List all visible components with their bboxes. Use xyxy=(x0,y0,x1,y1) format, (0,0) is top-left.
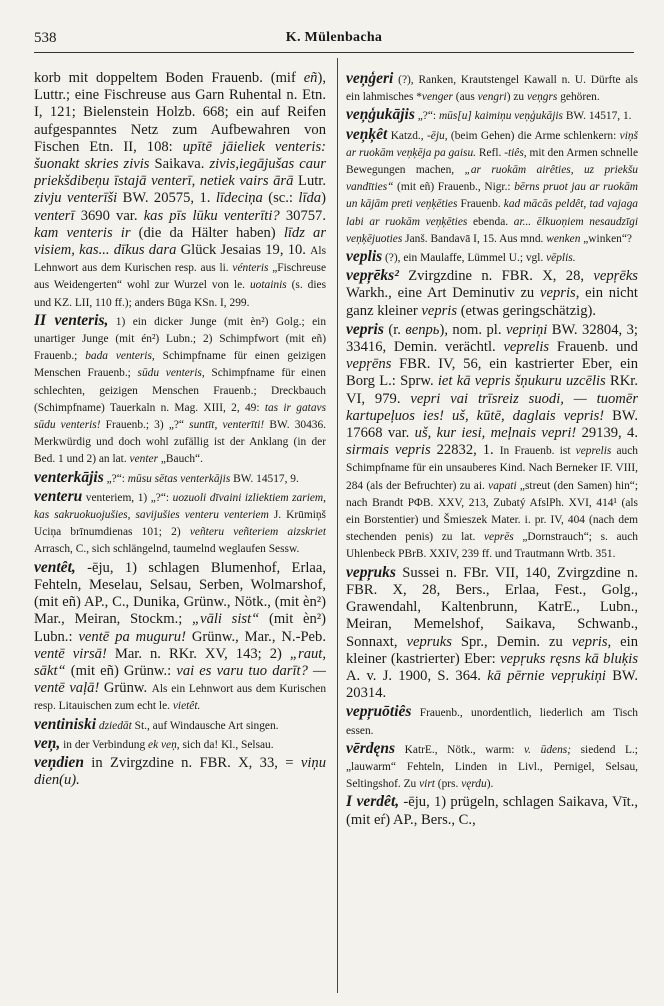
entry-text: Glück Jesaias 19, 10. xyxy=(176,242,311,259)
entry-text: suntīt, venterīti! xyxy=(189,419,265,432)
entry-text: bērns pruot jau ar ruokām un kājām preti veņķēties xyxy=(346,181,638,211)
entry-text: (mit èn²) Lubn.: xyxy=(34,611,326,645)
entry-text: Mar. n. RKr. XV, 143; 2) xyxy=(106,645,290,662)
dictionary-entry xyxy=(346,126,638,247)
dictionary-entry xyxy=(346,564,638,703)
entry-text: venteriem, 1) „?“: xyxy=(82,491,173,504)
entry-text: Janš. Bandavā I, 15. Aus mnd. xyxy=(402,232,547,245)
entry-headword: ventiniski xyxy=(34,715,97,733)
entry-text: vénteris xyxy=(232,262,269,275)
entry-text: mūs[u] kaimiņu veņģukājis xyxy=(438,110,563,123)
entry-text: 3690 var. xyxy=(74,207,144,224)
entry-text: Frauenb.; 3) „?“ xyxy=(100,419,190,432)
entry-text: „Fischreuse aus Weidengerten“ wohl zur Wurzel von le. xyxy=(34,262,326,292)
entry-text: (?), ein Maulaffe, Lümmel U.; vgl. xyxy=(382,252,547,265)
dictionary-entry xyxy=(346,703,638,738)
entry-text: 22832, 1. xyxy=(430,442,500,459)
entry-text: ) zu xyxy=(506,91,527,104)
entry-text: Frauenb. und xyxy=(549,339,638,356)
entry-headword: vepŗēks² xyxy=(346,267,399,285)
entry-text: „?“: xyxy=(414,110,439,123)
entry-text: vengri xyxy=(477,91,507,104)
entry-text: in Zvirgzdine n. FBR. X, 33, = xyxy=(83,754,301,771)
entry-text: ventē virsā! xyxy=(34,645,107,662)
entry-text: sich da! Kl., Selsau. xyxy=(179,738,274,751)
entry-text: ein nicht ganz kleiner xyxy=(346,285,638,319)
entry-text: v. ūdens; xyxy=(523,743,571,756)
entry-headword: veņģukājis xyxy=(346,106,415,124)
entry-text: eñ xyxy=(303,70,318,86)
entry-text: „Dornstrauch“; s. auch Uhlenbeck PBrB. XXIV, 239 ff. und Trautmann Wrtb. 351. xyxy=(346,531,638,561)
entry-text: RKr. VI, 979. xyxy=(346,373,638,407)
entry-text: vepris, xyxy=(540,285,580,302)
entry-headword: veņdien xyxy=(34,753,84,771)
entry-text: viņu dien(u). xyxy=(34,754,326,789)
entry-text: BW. 17668 var. xyxy=(346,407,638,442)
entry-text: „winken“? xyxy=(580,232,632,245)
entry-text: līdeciņa xyxy=(215,190,263,207)
entry-text: līda xyxy=(298,190,322,207)
entry-text: J. Krūmiņš Uciņa brīnumdienas 101; 2) xyxy=(34,509,326,539)
entry-text: viņš ar ruokām veņķēja pa gaisu. xyxy=(346,129,638,159)
entry-text: Als ein Lehnwort aus dem Kurischen resp. Litauischen zum echt le. xyxy=(34,683,326,713)
entry-text: tas ir gatavs sūdu venteris! xyxy=(34,401,326,432)
entry-text: BW. 20575, 1. xyxy=(117,190,216,207)
entry-text: vietêt. xyxy=(172,700,201,713)
right-column xyxy=(346,70,638,990)
entry-text: venter xyxy=(129,453,159,466)
entry-text: vepri vai trīsreiz suodi, — tuomēr kartupeļuos ies! uš, kūtē, daglais vepris! xyxy=(346,390,638,424)
dictionary-entry xyxy=(346,70,638,105)
dictionary-entry xyxy=(34,754,326,789)
dictionary-entry xyxy=(34,70,326,311)
entry-text: līdz ar visiem, kas... dīkus dara xyxy=(34,224,326,259)
entry-text: Als Lehnwort aus dem Kurischen resp. aus li. xyxy=(34,245,326,275)
entry-headword: venteru xyxy=(34,487,83,505)
entry-text: Spr., Demin. zu xyxy=(451,633,572,650)
entry-text: vepŗēks xyxy=(593,268,638,285)
entry-headword: ventêt, xyxy=(34,558,76,576)
entry-headword: venterkājis xyxy=(34,468,104,486)
entry-text: BW. 14517, 9. xyxy=(230,472,299,485)
left-column xyxy=(34,70,326,990)
entry-text: vapati xyxy=(488,479,517,492)
entry-headword: veņ, xyxy=(34,734,61,752)
dictionary-entry xyxy=(34,559,326,715)
entry-text: uš, kur iesi, meļnais vepri! xyxy=(414,425,577,442)
entry-text: sirmais vepris xyxy=(346,442,431,459)
entry-text: ventē pa muguru! xyxy=(78,628,186,645)
entry-headword: vepŗuōtiês xyxy=(346,703,412,721)
entry-text: korb mit doppeltem Boden Frauenb. (mif xyxy=(34,70,304,86)
dictionary-entry xyxy=(34,312,326,468)
entry-text: vai es varu tuo darīt? — ventē vaļā! xyxy=(34,662,326,697)
dictionary-entry xyxy=(346,267,638,320)
dictionary-entry xyxy=(34,488,326,558)
entry-text: ein kleiner (kastrierter) Eber: xyxy=(346,633,638,667)
entry-text: kad mācās peldêt, tad vajaga labi ar ruokām veņķēties xyxy=(346,198,638,228)
entry-text: sūdu venteris, xyxy=(137,367,205,380)
entry-headword: vērdęns xyxy=(346,739,396,757)
entry-text: Frauenb., unordentlich, liederlich am Tisch essen. xyxy=(346,707,638,737)
entry-text: venger xyxy=(421,91,453,104)
entry-text: „raut, sākt“ xyxy=(34,645,326,679)
entry-text: „?“: xyxy=(103,472,128,485)
entry-text: wenken xyxy=(546,232,581,245)
entry-text: uotainis xyxy=(249,279,287,292)
entry-text: upītē jāieliek venteris: šuonakt skries zivis xyxy=(34,138,326,173)
dictionary-entry xyxy=(346,321,638,563)
entry-text: ar... ēlkuoņiem nesaudzīgi veņķējuoties xyxy=(346,215,638,245)
entry-text: vęrdu xyxy=(461,778,487,791)
entry-text: virt xyxy=(419,778,435,791)
entry-text: iet kā vepris šņukuru uzcēlis xyxy=(437,373,606,390)
entry-text: vepriņi xyxy=(505,321,548,338)
entry-text: Schimpfname für einen schlechten, geizigen Menschen Frauenb.; Dreckbauch (Schimpfname) Tauerkaln n. Mag. XIII, 2, 49: xyxy=(34,367,326,414)
entry-text: venterī xyxy=(34,207,75,224)
entry-text: veprēs xyxy=(483,531,514,544)
dictionary-entry xyxy=(346,740,638,793)
dictionary-entry xyxy=(346,793,638,828)
entry-headword: I verdêt, xyxy=(346,793,400,811)
entry-headword: veņķêt xyxy=(346,125,388,143)
entry-text: vēplis. xyxy=(546,252,576,265)
entry-text: (r. xyxy=(383,321,406,338)
entry-text: (etwas geringschätzig). xyxy=(457,302,597,319)
entry-text: Schimpfname für einen geizigen Menschen Frauenb.; xyxy=(34,350,326,380)
entry-text: (beim Gehen) die Arme schlenkern: xyxy=(447,129,620,142)
entry-text: uozuoli dīvaini izliektiem zariem, kas sakruokuojušies, savijušies venteru venteriem xyxy=(34,491,326,522)
entry-text: vepŗēns xyxy=(346,356,392,373)
entry-text: вепрь xyxy=(405,321,440,338)
dictionary-entry xyxy=(34,469,326,487)
dictionary-entry xyxy=(34,716,326,734)
entry-text: Lutr. xyxy=(293,173,326,190)
entry-text: veņgrs xyxy=(526,91,558,104)
entry-text: „ar ruokām airêties, uz priekšu vandīties“ xyxy=(346,164,638,194)
entry-text: mūsu sētas venterkājis xyxy=(127,472,231,485)
entry-text: kas pīs lūku venterīti? xyxy=(143,207,280,224)
dictionary-entry xyxy=(34,735,326,753)
entry-text: zivis,iegājušas caur priekšdibeņu īstajā venterī, netiek vairs ārā xyxy=(34,156,326,190)
entry-text: „vāli sist“ xyxy=(191,611,260,628)
entry-text: 1) ein dicker Junge (mit èn²) Golg.; ein unartiger Junge (mit én²) Lubn.; 2) Schimpfwort (mit eñ) Frauenb.; xyxy=(34,315,326,363)
entry-text: in der Verbindung xyxy=(60,738,149,751)
entry-text: Refl. xyxy=(476,146,505,159)
entry-text: Arrasch, C., sich schlängelnd, taumelnd weglaufen Sessw. xyxy=(34,543,300,556)
entry-text: ), nom. pl. xyxy=(439,321,506,338)
entry-text: ), Luttr.; eine Fischreuse aus Garn Ruhental n. Etn. I, 121; Bielenstein Holzb. 668; ein auf Reifen aufgespanntes Netz zum Aufbewahren von Fischen Etn. II, 108: xyxy=(34,70,326,155)
entry-text: „Bauch“. xyxy=(158,453,203,466)
entry-text: A. v. J. 1900, S. 364. xyxy=(346,667,488,684)
entry-text: -ēju, xyxy=(426,129,448,142)
entry-text: vepŗuks ręsns kā bluķis xyxy=(500,650,638,667)
entry-text: (aus xyxy=(452,91,478,104)
entry-text: (mit eñ) Grünw.: xyxy=(65,662,177,679)
entry-text: Sussei n. FBr. VII, 140, Zvirgzdine n. FBR. X, 28, Bers., Erlaa, Fest., Golg., Grawendahl, Kaltenbrunn, KatrE., Lubn., Meiran, Memelshof, Saikava, Schwanb., Sonnaxt, xyxy=(346,564,638,650)
entry-text: ). xyxy=(486,778,494,791)
entry-text: (prs. xyxy=(434,778,462,791)
entry-text: ) xyxy=(321,190,326,207)
entry-text: 30757. xyxy=(279,207,326,224)
entry-text: Frauenb. xyxy=(457,198,504,211)
entry-text: siedend L.; „lauwarm“ Fehteln, Linden in Livl., Pernigel, Selsau, Seltingshof. Zu xyxy=(346,743,638,791)
page-header xyxy=(34,30,634,53)
entry-headword: II venteris, xyxy=(34,311,109,329)
entry-text: BW. 20314. xyxy=(346,667,638,702)
entry-text: (mit eñ) Frauenb., Nigr.: xyxy=(393,181,515,194)
entry-text: BW. 30436. Merkwürdig und doch wohl zufällig ist der Anklang (in der Bed. 1 und 2) an lat. xyxy=(34,419,326,466)
entry-text: Zvirgzdine n. FBR. X, 28, xyxy=(398,268,594,285)
entry-headword: vepŗuks xyxy=(346,563,396,581)
entry-text: KatrE., Nötk., warm: xyxy=(395,743,524,756)
entry-text: vepris xyxy=(421,302,458,319)
entry-text: veñteru veñteriem aizskriet xyxy=(189,526,326,539)
entry-text: Katzd., xyxy=(387,129,427,142)
entry-text: FBR. IV, 56, ein kastrierter Eber, ein Borg L.: Sprw. xyxy=(346,356,638,390)
entry-headword: vepris xyxy=(346,320,384,338)
entry-text: zivju venterīši xyxy=(34,190,118,207)
entry-text: -tiês, xyxy=(504,146,527,159)
entry-text: St., auf Windausche Art singen. xyxy=(131,719,279,732)
entry-text: mit den Armen schnelle Bewegungen machen, xyxy=(346,146,638,177)
entry-text: In Frauenb. ist xyxy=(499,445,576,458)
entry-text: „streut (den Samen) hin“; nach Brandt РФВ. XXV, 213, Zubatý AfslPh. XVI, 414¹ (als ein Borstentier) und Šmieszek Mater. i. pr. IV, 404 (nach dem stechenden penis) zu lat. xyxy=(346,479,638,544)
entry-text: Grünw., Mar., N.-Peb. xyxy=(185,628,326,645)
entry-text: -ēju, 1) prügeln, schlagen Saikava, Vīt., (mit eŕ) AP., Bers., C., xyxy=(346,794,638,828)
entry-text: ek veņ, xyxy=(148,738,180,751)
entry-text: gehören. xyxy=(557,91,600,104)
entry-text: auch Schimpfname für ein unsauberes Kind. Nach Berneker IF. VIII, 284 (als der Befruchter) zu ai. xyxy=(346,445,638,492)
entry-headword: veplis xyxy=(346,248,383,266)
entry-text: BW. 14517, 1. xyxy=(562,110,632,123)
entry-headword: veņģeri xyxy=(346,70,394,87)
entry-text: BW. 32804, 3; 33416, Demin. verächtl. xyxy=(346,321,638,356)
entry-text: (sc.: xyxy=(262,190,299,207)
column-divider xyxy=(337,58,338,993)
entry-text: ebenda. xyxy=(467,215,514,228)
entry-text: veprelis xyxy=(575,445,612,458)
entry-text: -ēju, 1) schlagen Blumenhof, Erlaa, Fehteln, Meselau, Selsau, Serben, Wolmarshof, (mit eñ) AP., C., Dunika, Grünw., Nötk., (mit èn²) Mar., Meiran, Stockm.; xyxy=(34,559,326,628)
entry-text: bada venteris, xyxy=(85,350,155,363)
page-number: 538 xyxy=(34,30,57,46)
entry-text: (?), Ranken, Krautstengel Kawall n. U. Dürfte als ein lahmisches * xyxy=(346,74,638,104)
entry-text: Warkh., eine Art Deminutiv zu xyxy=(346,285,541,302)
entry-text: kā pērnie vepŗukiņi xyxy=(487,667,606,684)
entry-text: kam venteris ir xyxy=(34,224,131,241)
entry-text: Saikava. xyxy=(149,156,210,173)
entry-text: (die da Hälter haben) xyxy=(130,224,284,241)
entry-text: vepris, xyxy=(571,633,612,650)
running-head: K. Mülenbacha xyxy=(285,30,383,45)
dictionary-entry xyxy=(346,248,638,266)
entry-text: Grünw. xyxy=(99,680,152,697)
entry-text: dziedāt xyxy=(98,719,132,732)
dictionary-entry xyxy=(346,106,638,124)
entry-text: 29139, 4. xyxy=(576,425,638,442)
entry-text: (s. dies und KZ. LII, 110 ff.); anders Būga KSn. I, 299. xyxy=(34,279,326,309)
entry-text: veprelis xyxy=(503,339,550,356)
entry-text: vepruks xyxy=(406,633,452,650)
